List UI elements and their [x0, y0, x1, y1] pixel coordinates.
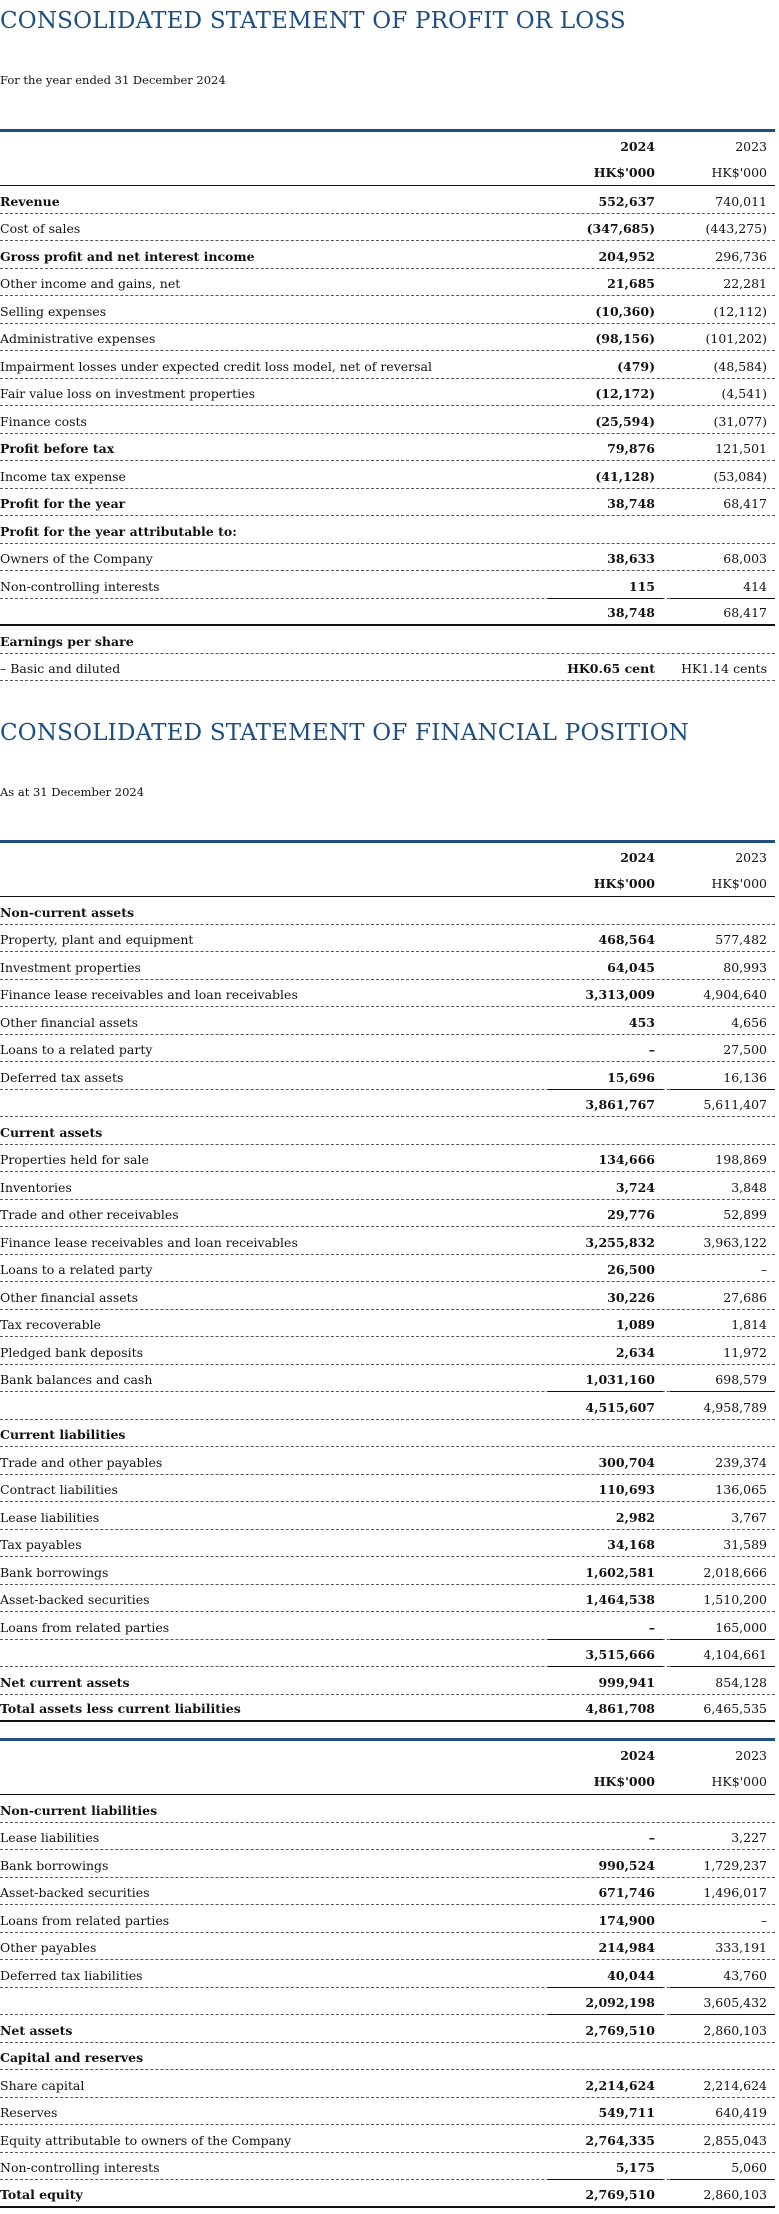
table-row: [0, 324, 775, 352]
value-2023: 2,018,666: [703, 1564, 767, 1580]
financial-position-table: [0, 840, 775, 1722]
value-2023: 5,060: [731, 2160, 767, 2175]
value-2024: 2,634: [615, 1344, 655, 1360]
table-row: [0, 1905, 775, 1933]
value-2023: (53,084): [713, 468, 767, 484]
value-2024: (98,156): [595, 331, 655, 346]
profit-loss-title: CONSOLIDATED STATEMENT OF PROFIT OR LOSS: [0, 8, 626, 34]
row-label: Finance lease receivables and loan receivables: [0, 987, 298, 1002]
row-label: Share capital: [0, 2077, 85, 2093]
subtotal-rule: [548, 2014, 663, 2015]
value-2024: 2,769,510: [585, 2022, 655, 2038]
value-2023: 3,227: [731, 1830, 767, 1845]
row-label: Profit for the year attributable to:: [0, 523, 237, 539]
table-row: [0, 1035, 775, 1063]
table-row: [0, 296, 775, 324]
financial-position-date: As at 31 December 2024: [0, 785, 145, 799]
value-2024: 21,685: [607, 276, 655, 291]
value-2023: 4,958,789: [703, 1399, 767, 1415]
row-label: Pledged bank deposits: [0, 1344, 144, 1360]
value-2023: 3,963,122: [703, 1234, 767, 1250]
subtotal-rule: [548, 1391, 663, 1392]
value-2024: (25,594): [595, 413, 655, 429]
table-row: [0, 1062, 775, 1090]
value-2023: (48,584): [713, 358, 767, 374]
table-row: [0, 1612, 775, 1640]
subtotal-rule: [548, 1987, 663, 1988]
table-row: [0, 1145, 775, 1173]
table-row: [0, 654, 775, 682]
row-label: Total equity: [0, 2186, 83, 2202]
table-row: [0, 461, 775, 489]
row-label: Other financial assets: [0, 1289, 139, 1305]
value-2024: 3,861,767: [585, 1097, 655, 1112]
table-row: [0, 1255, 775, 1283]
row-label: Reserves: [0, 2105, 58, 2120]
value-2023: 3,848: [731, 1179, 767, 1195]
value-2023: 4,904,640: [703, 987, 767, 1002]
subtotal-rule: [670, 1391, 775, 1392]
value-2024: 2,769,510: [585, 2186, 655, 2202]
subtotal-rule: [670, 598, 775, 599]
unit-2024-header: HK$'000: [593, 1774, 655, 1789]
row-label: Earnings per share: [0, 633, 134, 649]
row-label: Asset-backed securities: [0, 1885, 150, 1900]
table-row: [0, 1117, 775, 1145]
column-2023-header: 2023: [735, 850, 767, 865]
value-2024: 214,984: [598, 1940, 655, 1955]
table-row: [0, 241, 775, 269]
table-row: [0, 2015, 775, 2043]
table-row: [0, 1557, 775, 1585]
row-label: Loans to a related party: [0, 1262, 153, 1277]
column-unit-row: [0, 159, 775, 186]
subtotal-rule: [548, 1666, 663, 1667]
value-2024: 300,704: [598, 1454, 655, 1470]
row-label: Impairment losses under expected credit loss model, net of reversal: [0, 358, 433, 374]
subtotal-rule: [670, 1666, 775, 1667]
value-2023: 3,605,432: [703, 1995, 767, 2010]
value-2023: 239,374: [715, 1454, 767, 1470]
value-2024: 990,524: [598, 1857, 655, 1873]
financial-position-cont-rows: [0, 1795, 775, 2208]
value-2024: 30,226: [607, 1289, 655, 1305]
table-row: [0, 406, 775, 434]
value-2024: 671,746: [598, 1885, 655, 1900]
row-label: Profit for the year: [0, 496, 126, 511]
value-2023: 854,128: [715, 1674, 767, 1690]
value-2023: (12,112): [713, 303, 767, 319]
value-2024: 3,313,009: [585, 987, 655, 1002]
value-2023: 6,465,535: [703, 1701, 767, 1716]
value-2023: 68,417: [723, 605, 767, 620]
table-row: [0, 544, 775, 572]
row-label: Deferred tax liabilities: [0, 1967, 143, 1983]
value-2024: (479): [617, 358, 655, 374]
row-label: Net current assets: [0, 1674, 130, 1690]
table-row: [0, 351, 775, 379]
value-2023: HK1.14 cents: [681, 661, 767, 676]
row-label: Current assets: [0, 1124, 103, 1140]
value-2023: (4,541): [721, 386, 767, 401]
subtotal-rule: [670, 1089, 775, 1090]
value-2024: 26,500: [607, 1262, 655, 1277]
table-row: [0, 2043, 775, 2071]
row-label: Gross profit and net interest income: [0, 248, 255, 264]
row-label: Bank borrowings: [0, 1564, 109, 1580]
value-2024: 64,045: [607, 959, 655, 975]
row-label: Cost of sales: [0, 221, 81, 236]
table-row: [0, 1420, 775, 1448]
value-2023: 27,686: [723, 1289, 767, 1305]
value-2023: 1,496,017: [703, 1885, 767, 1900]
table-row: [0, 1090, 775, 1118]
value-2023: 136,065: [715, 1482, 767, 1497]
table-row: [0, 599, 775, 627]
value-2023: 698,579: [715, 1372, 767, 1387]
row-label: Lease liabilities: [0, 1509, 100, 1525]
value-2023: 27,500: [723, 1042, 767, 1057]
value-2023: 68,003: [723, 551, 767, 566]
unit-2023-header: HK$'000: [711, 165, 767, 180]
row-label: Equity attributable to owners of the Company: [0, 2132, 292, 2148]
table-row: [0, 379, 775, 407]
row-label: Owners of the Company: [0, 551, 153, 566]
table-row: [0, 1310, 775, 1338]
value-2023: 198,869: [715, 1152, 767, 1167]
value-2024: –: [648, 1830, 655, 1845]
row-label: Trade and other payables: [0, 1454, 163, 1470]
table-row: [0, 1475, 775, 1503]
value-2024: 110,693: [598, 1482, 655, 1497]
value-2023: 11,972: [723, 1344, 767, 1360]
row-label: Selling expenses: [0, 303, 107, 319]
value-2023: 16,136: [723, 1069, 767, 1085]
row-label: Current liabilities: [0, 1427, 126, 1442]
row-label: Tax recoverable: [0, 1317, 102, 1332]
value-2023: (31,077): [713, 413, 767, 429]
table-row: [0, 1530, 775, 1558]
unit-2023-header: HK$'000: [711, 1774, 767, 1789]
table-row: [0, 980, 775, 1008]
table-row: [0, 1502, 775, 1530]
value-2023: 52,899: [723, 1207, 767, 1222]
table-row: [0, 2153, 775, 2181]
value-2023: 5,611,407: [703, 1097, 767, 1112]
value-2023: 2,860,103: [703, 2186, 767, 2202]
row-label: Bank balances and cash: [0, 1372, 153, 1387]
row-label: Bank borrowings: [0, 1857, 109, 1873]
table-row: [0, 1695, 775, 1723]
value-2024: 34,168: [607, 1537, 655, 1552]
value-2023: 740,011: [715, 193, 767, 209]
column-year-row: [0, 1741, 775, 1768]
column-unit-row: [0, 1768, 775, 1795]
financial-position-title: CONSOLIDATED STATEMENT OF FINANCIAL POSITION: [0, 720, 689, 746]
row-label: Non-controlling interests: [0, 578, 160, 594]
column-unit-row: [0, 870, 775, 897]
row-label: Loans to a related party: [0, 1042, 153, 1057]
row-label: Loans from related parties: [0, 1619, 170, 1635]
row-label: Other income and gains, net: [0, 276, 181, 291]
value-2023: 333,191: [715, 1940, 767, 1955]
table-row: [0, 952, 775, 980]
value-2024: 3,724: [615, 1179, 655, 1195]
table-row: [0, 925, 775, 953]
row-label: Profit before tax: [0, 441, 115, 456]
row-label: Property, plant and equipment: [0, 932, 194, 947]
value-2024: 1,089: [615, 1317, 655, 1332]
table-row: [0, 1337, 775, 1365]
value-2023: 2,860,103: [703, 2022, 767, 2038]
value-2024: 3,515,666: [585, 1647, 655, 1662]
value-2023: 1,729,237: [703, 1857, 767, 1873]
row-label: Other payables: [0, 1940, 97, 1955]
table-row: [0, 1447, 775, 1475]
value-2024: 1,602,581: [585, 1564, 655, 1580]
table-row: [0, 2070, 775, 2098]
value-2024: 115: [628, 578, 655, 594]
table-row: [0, 571, 775, 599]
column-2024-header: 2024: [620, 1748, 655, 1763]
column-year-row: [0, 132, 775, 159]
profit-loss-rows: [0, 186, 775, 681]
row-label: Properties held for sale: [0, 1152, 149, 1167]
table-row: [0, 516, 775, 544]
table-row: [0, 489, 775, 517]
value-2024: –: [648, 1619, 655, 1635]
value-2024: 549,711: [598, 2105, 655, 2120]
row-label: Non-current liabilities: [0, 1802, 158, 1818]
row-label: Non-current assets: [0, 904, 135, 920]
value-2024: 1,464,538: [585, 1592, 655, 1607]
row-label: Asset-backed securities: [0, 1592, 150, 1607]
row-label: Investment properties: [0, 959, 141, 975]
table-row: [0, 1282, 775, 1310]
column-2024-header: 2024: [620, 139, 655, 154]
value-2024: 38,748: [607, 496, 655, 511]
value-2024: –: [648, 1042, 655, 1057]
value-2024: 1,031,160: [585, 1372, 655, 1387]
subtotal-rule: [548, 1639, 663, 1640]
value-2023: (101,202): [705, 331, 767, 346]
subtotal-rule: [670, 1639, 775, 1640]
row-label: Capital and reserves: [0, 2050, 144, 2065]
value-2024: 134,666: [598, 1152, 655, 1167]
row-label: Administrative expenses: [0, 331, 156, 346]
value-2023: 640,419: [715, 2105, 767, 2120]
row-label: Contract liabilities: [0, 1482, 118, 1497]
value-2023: 1,510,200: [703, 1592, 767, 1607]
value-2023: 22,281: [723, 276, 767, 291]
unit-2024-header: HK$'000: [593, 165, 655, 180]
row-label: Finance costs: [0, 413, 87, 429]
row-label: Income tax expense: [0, 468, 126, 484]
subtotal-rule: [670, 2014, 775, 2015]
table-row: [0, 269, 775, 297]
row-label: Trade and other receivables: [0, 1207, 179, 1222]
profit-loss-period: For the year ended 31 December 2024: [0, 73, 226, 87]
table-row: [0, 2125, 775, 2153]
value-2024: 40,044: [607, 1967, 655, 1983]
table-row: [0, 1585, 775, 1613]
table-row: [0, 1392, 775, 1420]
value-2023: 31,589: [723, 1537, 767, 1552]
table-row: [0, 186, 775, 214]
value-2024: 204,952: [598, 248, 655, 264]
table-row: [0, 2098, 775, 2126]
subtotal-rule: [548, 598, 663, 599]
value-2023: 1,814: [731, 1317, 767, 1332]
table-row: [0, 1933, 775, 1961]
value-2024: 552,637: [598, 193, 655, 209]
value-2023: 43,760: [723, 1967, 767, 1983]
table-row: [0, 2180, 775, 2208]
row-label: Other financial assets: [0, 1014, 139, 1030]
table-row: [0, 1823, 775, 1851]
value-2024: 15,696: [607, 1069, 655, 1085]
row-label: Finance lease receivables and loan receivables: [0, 1234, 298, 1250]
table-row: [0, 1200, 775, 1228]
value-2023: 4,656: [731, 1014, 767, 1030]
financial-position-cont-table: [0, 1738, 775, 2208]
row-label: Non-controlling interests: [0, 2160, 160, 2175]
value-2024: (41,128): [595, 468, 655, 484]
table-row: [0, 214, 775, 242]
column-year-row: [0, 843, 775, 870]
table-row: [0, 1365, 775, 1393]
table-row: [0, 1795, 775, 1823]
value-2024: 999,941: [598, 1674, 655, 1690]
financial-position-rows: [0, 897, 775, 1722]
value-2023: 80,993: [723, 959, 767, 975]
value-2024: 2,214,624: [585, 2077, 655, 2093]
row-label: Fair value loss on investment properties: [0, 386, 255, 401]
value-2023: 2,214,624: [703, 2077, 767, 2093]
value-2024: 4,515,607: [585, 1399, 655, 1415]
column-2023-header: 2023: [735, 1748, 767, 1763]
row-label: Total assets less current liabilities: [0, 1701, 241, 1716]
table-row: [0, 1878, 775, 1906]
value-2023: (443,275): [705, 221, 767, 236]
table-row: [0, 1227, 775, 1255]
value-2024: 2,982: [615, 1509, 655, 1525]
value-2024: 3,255,832: [585, 1234, 655, 1250]
value-2023: 165,000: [715, 1619, 767, 1635]
row-label: Net assets: [0, 2022, 73, 2038]
value-2024: 468,564: [598, 932, 655, 947]
row-label: Lease liabilities: [0, 1830, 100, 1845]
table-row: [0, 1667, 775, 1695]
value-2023: 121,501: [715, 441, 767, 456]
table-row: [0, 1960, 775, 1988]
row-label: Deferred tax assets: [0, 1069, 124, 1085]
value-2024: (12,172): [595, 386, 655, 401]
value-2024: 4,861,708: [585, 1701, 655, 1716]
value-2024: 453: [628, 1014, 655, 1030]
table-row: [0, 1007, 775, 1035]
table-row: [0, 1172, 775, 1200]
value-2023: 296,736: [715, 248, 767, 264]
value-2023: 414: [743, 578, 767, 594]
value-2024: 38,748: [607, 605, 655, 620]
table-row: [0, 1640, 775, 1668]
unit-2024-header: HK$'000: [593, 876, 655, 891]
column-2023-header: 2023: [735, 139, 767, 154]
value-2024: 38,633: [607, 551, 655, 566]
unit-2023-header: HK$'000: [711, 876, 767, 891]
value-2024: 29,776: [607, 1207, 655, 1222]
value-2024: 2,092,198: [585, 1995, 655, 2010]
value-2023: 4,104,661: [703, 1647, 767, 1662]
row-label: Revenue: [0, 193, 60, 209]
value-2023: –: [760, 1262, 767, 1277]
value-2024: 174,900: [598, 1912, 655, 1928]
row-label: Tax payables: [0, 1537, 82, 1552]
value-2023: –: [760, 1912, 767, 1928]
value-2024: (10,360): [595, 303, 655, 319]
value-2024: 2,764,335: [585, 2132, 655, 2148]
value-2024: 79,876: [607, 441, 655, 456]
subtotal-rule: [548, 1089, 663, 1090]
subtotal-rule: [670, 2179, 775, 2180]
table-row: [0, 1850, 775, 1878]
column-2024-header: 2024: [620, 850, 655, 865]
value-2024: (347,685): [586, 221, 655, 236]
value-2023: 68,417: [723, 496, 767, 511]
table-row: [0, 626, 775, 654]
value-2024: HK0.65 cent: [567, 661, 655, 676]
value-2023: 3,767: [731, 1509, 767, 1525]
subtotal-rule: [548, 2179, 663, 2180]
row-label: Loans from related parties: [0, 1912, 170, 1928]
table-row: [0, 434, 775, 462]
row-label: Inventories: [0, 1179, 72, 1195]
row-label: – Basic and diluted: [0, 661, 121, 676]
value-2023: 2,855,043: [703, 2132, 767, 2148]
profit-loss-table: [0, 129, 775, 681]
value-2023: 577,482: [715, 932, 767, 947]
subtotal-rule: [670, 1987, 775, 1988]
table-row: [0, 1988, 775, 2016]
table-row: [0, 897, 775, 925]
value-2024: 5,175: [615, 2160, 655, 2175]
